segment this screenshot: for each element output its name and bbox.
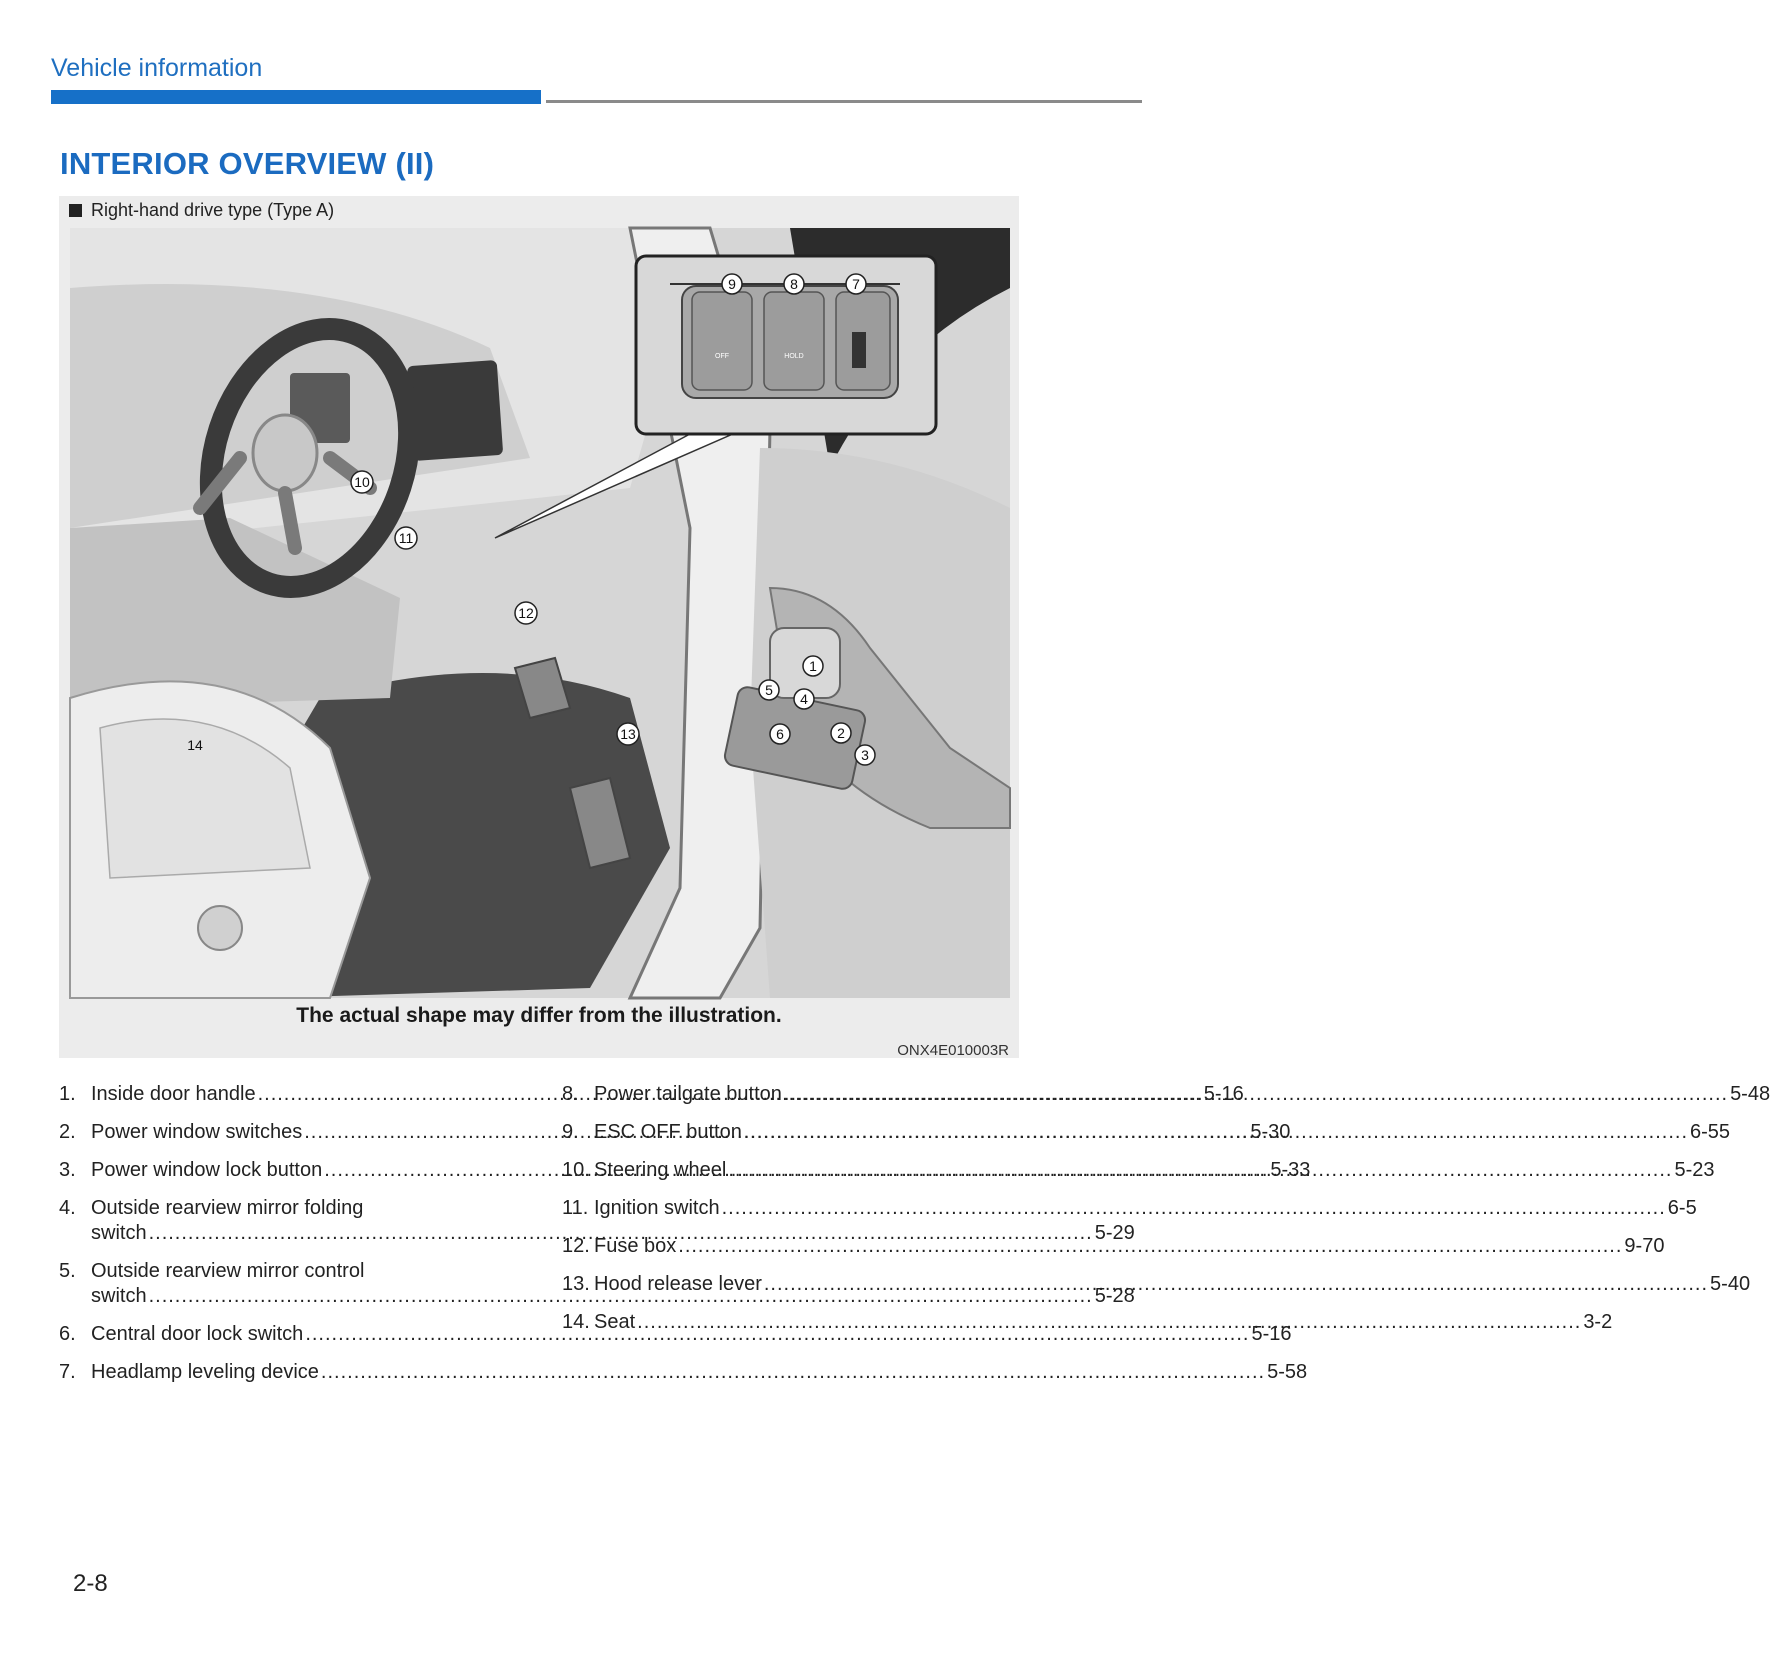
figure-code: ONX4E010003R — [897, 1042, 1009, 1059]
page-ref: 5-30 — [1250, 1121, 1291, 1143]
figure-label-text: Right-hand drive type (Type A) — [91, 200, 335, 220]
list-item: 14. Seat ..... 3-2 — [562, 1310, 1012, 1335]
svg-text:9: 9 — [728, 276, 736, 292]
page-ref: 5-23 — [1674, 1159, 1715, 1181]
list-item: 9. ESC OFF button ..... 6-55 — [562, 1120, 1012, 1145]
page-ref: 5-16 — [1203, 1083, 1244, 1105]
svg-text:13: 13 — [620, 726, 636, 742]
list-item: 4. Outside rearview mirror folding switch ..... 5-29 — [59, 1196, 509, 1246]
list-item: 7. Headlamp leveling device ..... 5-58 — [59, 1360, 509, 1385]
svg-text:4: 4 — [800, 691, 808, 707]
page-ref: 6-55 — [1690, 1121, 1731, 1143]
header-accent-bar — [51, 90, 541, 104]
page-ref: 5-29 — [1094, 1222, 1135, 1244]
page-number: 2-8 — [73, 1570, 108, 1597]
callout-12 — [515, 602, 537, 624]
svg-text:5: 5 — [765, 682, 773, 698]
callout-14 — [187, 737, 203, 753]
callout-1 — [803, 656, 823, 676]
callout-10 — [351, 471, 373, 493]
svg-text:7: 7 — [852, 276, 860, 292]
svg-text:8: 8 — [790, 276, 798, 292]
callout-3 — [855, 745, 875, 765]
list-item: 5. Outside rearview mirror control switch ..... 5-28 — [59, 1259, 509, 1309]
page-ref: 3-2 — [1583, 1311, 1613, 1333]
figure — [59, 196, 1019, 1058]
inset-hold-label: HOLD — [784, 353, 804, 360]
svg-text:1: 1 — [809, 658, 817, 674]
callout-8 — [784, 274, 804, 294]
page-ref: 5-58 — [1267, 1361, 1308, 1383]
svg-text:2: 2 — [837, 725, 845, 741]
callout-2 — [831, 723, 851, 743]
page-ref: 5-16 — [1251, 1323, 1292, 1345]
callout-9 — [722, 274, 742, 294]
page-title: INTERIOR OVERVIEW (II) — [60, 146, 435, 181]
callout-11 — [395, 527, 417, 549]
callout-6 — [770, 724, 790, 744]
list-item: 11. Ignition switch ..... 6-5 — [562, 1196, 1012, 1221]
figure-label — [69, 200, 334, 221]
list-item: 6. Central door lock switch ..... 5-16 — [59, 1322, 509, 1347]
svg-text:12: 12 — [518, 605, 534, 621]
interior-illustration — [70, 228, 1010, 998]
square-bullet-icon — [69, 204, 82, 217]
callout-4 — [794, 689, 814, 709]
list-item: 12. Fuse box ..... 9-70 — [562, 1234, 1012, 1259]
list-item: 10. Steering wheel ..... 5-23 — [562, 1158, 1012, 1183]
section-header: Vehicle information — [51, 54, 263, 82]
svg-text:10: 10 — [354, 474, 370, 490]
page-ref: 9-70 — [1624, 1235, 1665, 1257]
svg-text:14: 14 — [187, 737, 203, 753]
list-item: 8. Power tailgate button ..... 5-48 — [562, 1082, 1012, 1107]
page-ref: 5-33 — [1270, 1159, 1311, 1181]
callout-13 — [617, 723, 639, 745]
page-ref: 5-48 — [1730, 1083, 1770, 1105]
page-ref: 5-40 — [1710, 1273, 1751, 1295]
figure-caption: The actual shape may differ from the illustration. — [296, 1004, 782, 1027]
svg-text:3: 3 — [861, 747, 869, 763]
callout-7 — [846, 274, 866, 294]
list-item: 2. Power window switches ..... 5-30 — [59, 1120, 509, 1145]
list-item: 13. Hood release lever ..... 5-40 — [562, 1272, 1012, 1297]
page-ref: 5-28 — [1094, 1285, 1135, 1307]
list-item: 1. Inside door handle ..... 5-16 — [59, 1082, 509, 1107]
inset-esc-off-label: OFF — [715, 353, 729, 360]
page-ref: 6-5 — [1667, 1197, 1697, 1219]
list-item: 3. Power window lock button ..... 5-33 — [59, 1158, 509, 1183]
svg-text:11: 11 — [398, 530, 414, 546]
callout-5 — [759, 680, 779, 700]
header-rule — [546, 100, 1142, 103]
svg-text:6: 6 — [776, 726, 784, 742]
